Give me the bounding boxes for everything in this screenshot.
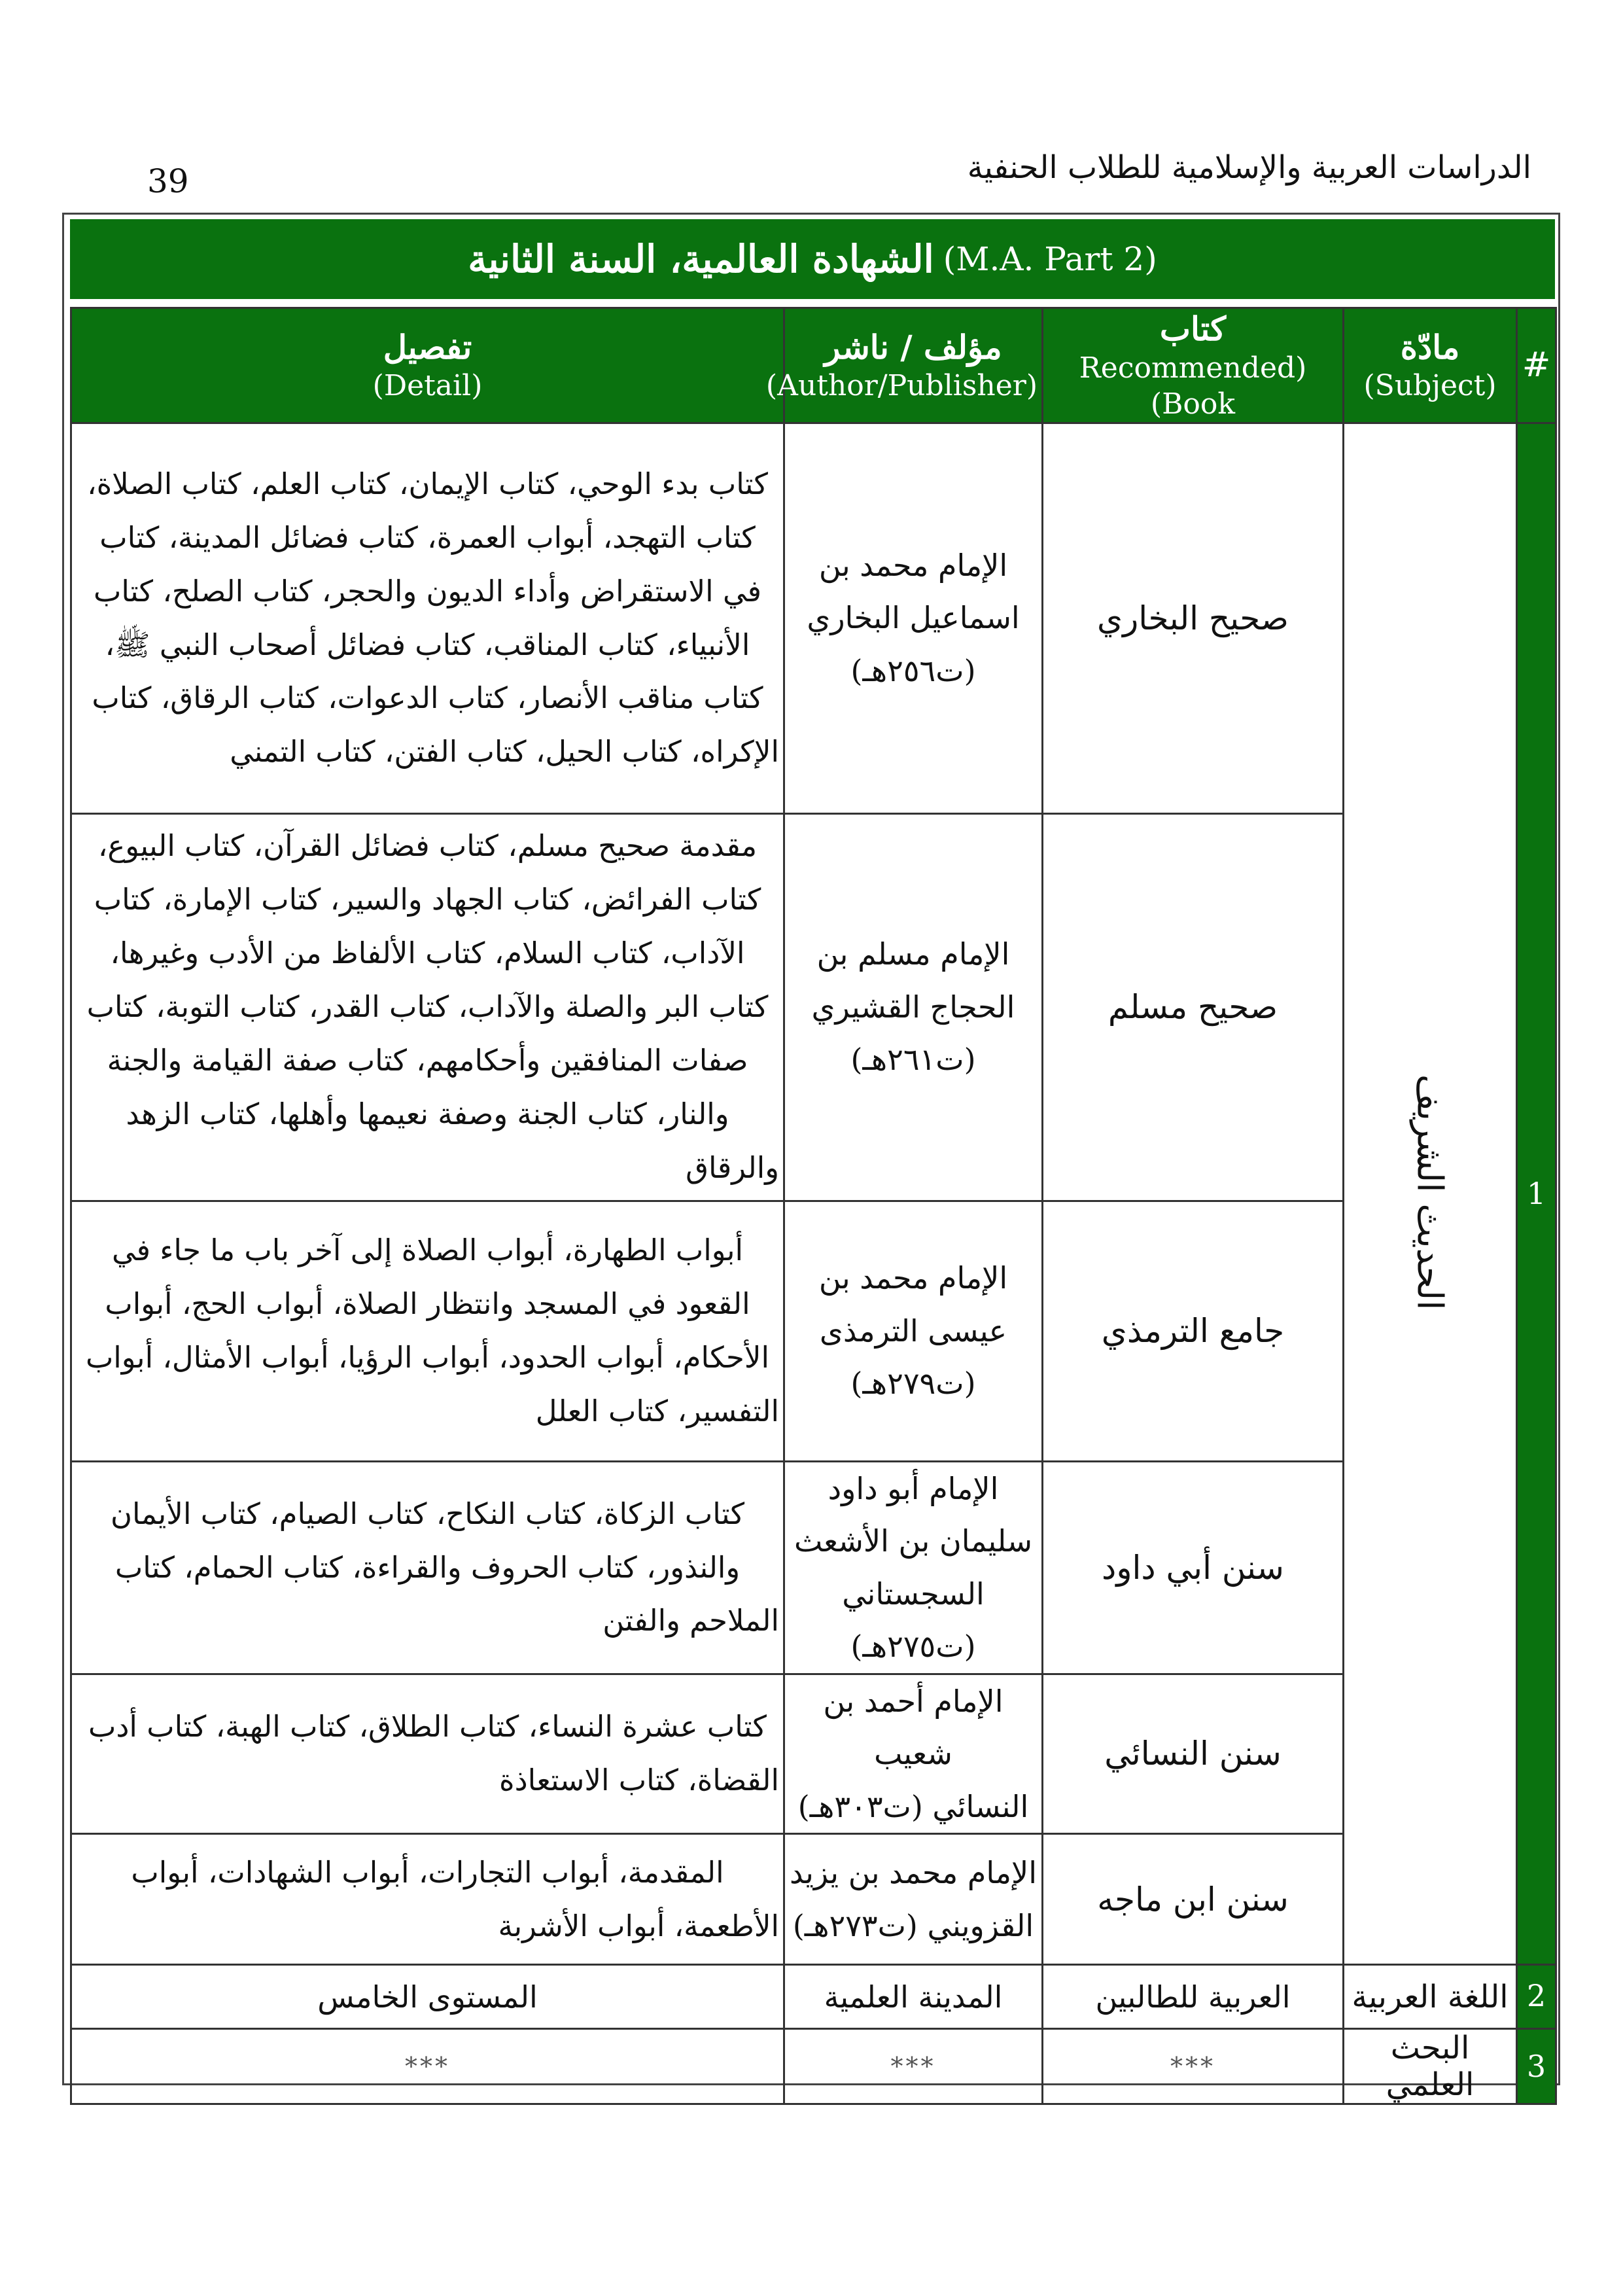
running-title: الدراسات العربية والإسلامية للطلاب الحنفية — [967, 149, 1531, 186]
header-author — [765, 308, 1043, 423]
author-cell — [784, 1461, 1043, 1674]
author-line: (ت٢٥٦هـ) — [850, 652, 976, 688]
header-detail-en: (Detail) — [372, 369, 483, 402]
detail-text: مقدمة صحيح مسلم، كتاب فضائل القرآن، كتاب البيوع، كتاب الفرائض، كتاب الجهاد والسير، كتاب الإمارة، كتاب الآداب، كتاب السلام، كتاب الألفاظ من الأدب وغيرها، كتاب البر والصلة والآداب، كتاب القدر، كتاب التوبة، كتاب صفات المنافقين وأحكامهم، كتاب صفة القيامة والجنة والنار، كتاب الجنة وصفة نعيمها وأهلها، كتاب الزهد والرقاق — [71, 813, 784, 1201]
detail-text: أبواب الطهارة، أبواب الصلاة إلى آخر باب ما جاء في القعود في المسجد وانتظار الصلاة، أبواب الحج، أبواب الأحكام، أبواب الحدود، أبواب الرؤيا، أبواب الأمثال، أبواب التفسير، كتاب العلل — [71, 1201, 784, 1461]
curriculum-table — [70, 307, 1557, 2105]
author-line: عيسى الترمذى — [819, 1313, 1007, 1349]
header-hash: # — [1517, 308, 1556, 423]
section-number: 2 — [1517, 1965, 1556, 2029]
header-book — [1043, 308, 1344, 423]
header-book-ar: كتاب — [1159, 309, 1227, 348]
header-book-en: (Recommended Book) — [1079, 351, 1307, 421]
banner-title-ar: الشهادة العالمية، السنة الثانية — [468, 237, 934, 281]
author-line: الإمام مسلم بن — [816, 936, 1010, 972]
detail-text: كتاب الزكاة، كتاب النكاح، كتاب الصيام، كتاب الأيمان والنذور، كتاب الحروف والقراءة، كتاب الحمام، كتاب الملاحم والفتن — [71, 1461, 784, 1674]
subject-cell — [1344, 423, 1517, 1965]
section-banner — [70, 219, 1555, 299]
author-line: النسائي (ت٣٠٣هـ) — [797, 1788, 1029, 1824]
section-number: 3 — [1517, 2029, 1556, 2104]
header-detail-ar: تفصيل — [383, 327, 472, 366]
book-title: سنن النسائي — [1043, 1674, 1344, 1834]
book-title: سنن ابن ماجه — [1043, 1834, 1344, 1965]
detail-text: المقدمة، أبواب التجارات، أبواب الشهادات، أبواب الأطعمة، أبواب الأشربة — [71, 1834, 784, 1965]
author-line: الإمام محمد بن — [818, 1260, 1008, 1296]
table-row — [71, 423, 1556, 813]
book-title: العربية للطالبين — [1043, 1965, 1344, 2029]
author-cell — [784, 423, 1043, 813]
table-row — [71, 1965, 1556, 2029]
book-title: سنن أبي داود — [1043, 1461, 1344, 1674]
author-cell — [784, 1834, 1043, 1965]
header-detail — [71, 308, 784, 423]
subject-label: الحديث الشريف — [1409, 1074, 1451, 1311]
author-cell: *** — [784, 2029, 1043, 2104]
author-line: الإمام أحمد بن شعيب — [823, 1683, 1003, 1771]
subject-cell: اللغة العربية — [1344, 1965, 1517, 2029]
detail-text: المستوى الخامس — [71, 1965, 784, 2029]
table-row — [71, 2029, 1556, 2104]
book-title: جامع الترمذي — [1043, 1201, 1344, 1461]
author-line: القزويني (ت٢٧٣هـ) — [792, 1907, 1034, 1943]
author-line: (ت٢٦١هـ) — [850, 1042, 976, 1078]
author-line: الإمام محمد بن يزيد — [789, 1855, 1038, 1890]
book-title: صحيح مسلم — [1043, 813, 1344, 1201]
subject-cell: البحث العلمي — [1344, 2029, 1517, 2104]
banner-title-en: (M.A. Part 2) — [943, 240, 1157, 278]
author-line: السجستاني (ت٢٧٥هـ) — [842, 1576, 985, 1664]
table-row — [71, 1201, 1556, 1461]
detail-text: كتاب عشرة النساء، كتاب الطلاق، كتاب الهبة، كتاب أدب القضاة، كتاب الاستعاذة — [71, 1674, 784, 1834]
book-title: صحيح البخاري — [1043, 423, 1344, 813]
table-row — [71, 813, 1556, 1201]
table-row — [71, 1834, 1556, 1965]
header-subject — [1344, 308, 1517, 423]
author-line: الحجاج القشيري — [811, 989, 1015, 1025]
author-line: سليمان بن الأشعث — [794, 1523, 1033, 1559]
author-line: (ت٢٧٩هـ) — [850, 1366, 976, 1402]
header-author-en: (Author/Publisher) — [765, 369, 1038, 402]
table-row — [71, 1674, 1556, 1834]
book-title: *** — [1043, 2029, 1344, 2104]
author-cell — [784, 813, 1043, 1201]
author-cell: المدينة العلمية — [784, 1965, 1043, 2029]
detail-text: *** — [71, 2029, 784, 2104]
author-line: الإمام أبو داود — [828, 1470, 999, 1506]
author-cell — [784, 1201, 1043, 1461]
detail-text: كتاب بدء الوحي، كتاب الإيمان، كتاب العلم، كتاب الصلاة، كتاب التهجد، أبواب العمرة، كتاب فضائل المدينة، كتاب في الاستقراض وأداء الديون والحجر، كتاب الصلح، كتاب الأنبياء، كتاب المناقب، كتاب فضائل أصحاب النبي ﷺ، كتاب مناقب الأنصار، كتاب الدعوات، كتاب الرقاق، كتاب الإكراه، كتاب الحيل، كتاب الفتن، كتاب التمني — [71, 423, 784, 813]
page-number: 39 — [147, 162, 189, 200]
author-cell — [784, 1674, 1043, 1834]
author-line: الإمام محمد بن — [818, 547, 1008, 583]
table-row — [71, 1461, 1556, 1674]
header-subject-en: (Subject) — [1363, 369, 1497, 402]
author-line: اسماعيل البخاري — [807, 600, 1020, 636]
header-subject-ar: مادّة — [1400, 327, 1460, 366]
section-number: 1 — [1517, 423, 1556, 1965]
header-author-ar: مؤلف / ناشر — [824, 327, 1002, 366]
